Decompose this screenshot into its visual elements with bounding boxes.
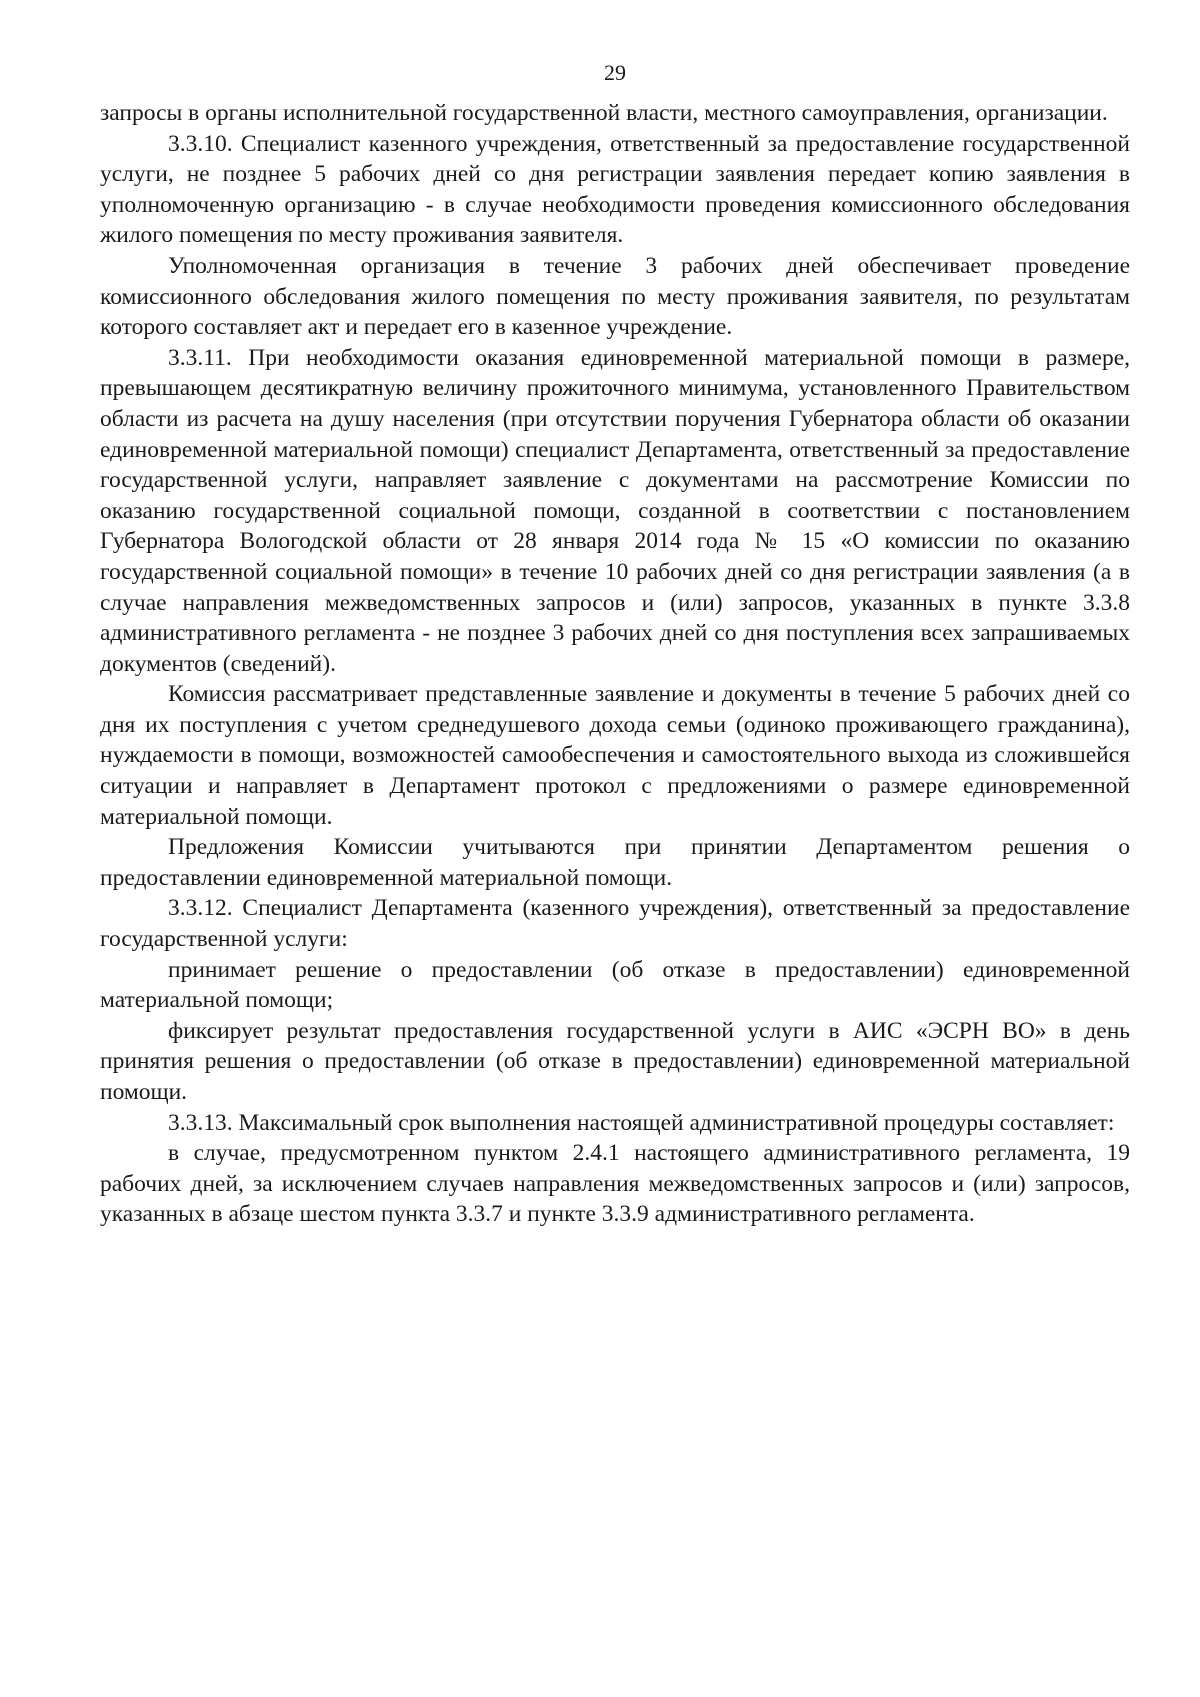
paragraph-3-3-13: 3.3.13. Максимальный срок выполнения настоящей административной процедуры составляет: xyxy=(168,1109,1115,1136)
paragraph-authorized-org: Уполномоченная организация в течение 3 рабочих дней обеспечивает проведение комиссионного обследования жилого помещения по месту проживания заявителя, по результатам которого составляет акт и передает его в казенное учреждение. xyxy=(100,252,1130,341)
paragraph-continuation: запросы в органы исполнительной государственной власти, местного самоуправления, организации. xyxy=(100,100,1108,126)
paragraph-commission-review: Комиссия рассматривает представленные заявление и документы в течение 5 рабочих дней со дня их поступления с учетом среднедушевого дохода семьи (одиноко проживающего гражданина), нуждаемости в помощи, возможностей самообеспечения и самостоятельного выхода из сложившейся ситуации и направляет в Департамент протокол с предложениями о размере единовременной материальной помощи. xyxy=(100,681,1130,830)
paragraph-3-3-11: 3.3.11. При необходимости оказания единовременной материальной помощи в размере, превышающем десятикратную величину прожиточного минимума, установленного Правительством области из расчета на душу населения (при отсутствии поручения Губернатора области об оказании единовременной материальной помощи) специалист Департамента, ответственный за предоставление государственной услуги, направляет заявление с документами на рассмотрение Комиссии по оказанию государственной социальной помощи, созданной в соответствии с постановлением Губернатора Вологодской области от 28 января 2014 года № 15 «О комиссии по оказанию государственной социальной помощи» в течение 10 рабочих дней со дня регистрации заявления (а в случае направления межведомственных запросов и (или) запросов, указанных в пункте 3.3.8 административного регламента - не позднее 3 рабочих дней со дня поступления всех запрашиваемых документов (сведений). xyxy=(100,344,1130,677)
paragraph-3-3-12: 3.3.12. Специалист Департамента (казенного учреждения), ответственный за предоставление государственной услуги: xyxy=(100,895,1130,953)
paragraph-record-result: фиксирует результат предоставления государственной услуги в АИС «ЭСРН ВО» в день принятия решения о предоставлении (об отказе в предоставлении) единовременной материальной помощи. xyxy=(100,1017,1130,1105)
paragraph-decision: принимает решение о предоставлении (об отказе в предоставлении) единовременной материальной помощи; xyxy=(100,956,1130,1014)
page-number: 29 xyxy=(604,60,626,85)
paragraph-3-3-10: 3.3.10. Специалист казенного учреждения, ответственный за предоставление государственной услуги, не позднее 5 рабочих дней со дня регистрации заявления передает копию заявления в уполномоченную организацию - в случае необходимости проведения комиссионного обследования жилого помещения по месту проживания заявителя. xyxy=(100,130,1130,249)
paragraph-commission-proposals: Предложения Комиссии учитываются при принятии Департаментом решения о предоставлении единовременной материальной помощи. xyxy=(100,834,1130,891)
paragraph-deadline-case: в случае, предусмотренном пунктом 2.4.1 настоящего административного регламента, 19 рабочих дней, за исключением случаев направления межведомственных запросов и (или) запросов, указанных в абзаце шестом пункта 3.3.7 и пункте 3.3.9 административного регламента. xyxy=(100,1140,1130,1228)
